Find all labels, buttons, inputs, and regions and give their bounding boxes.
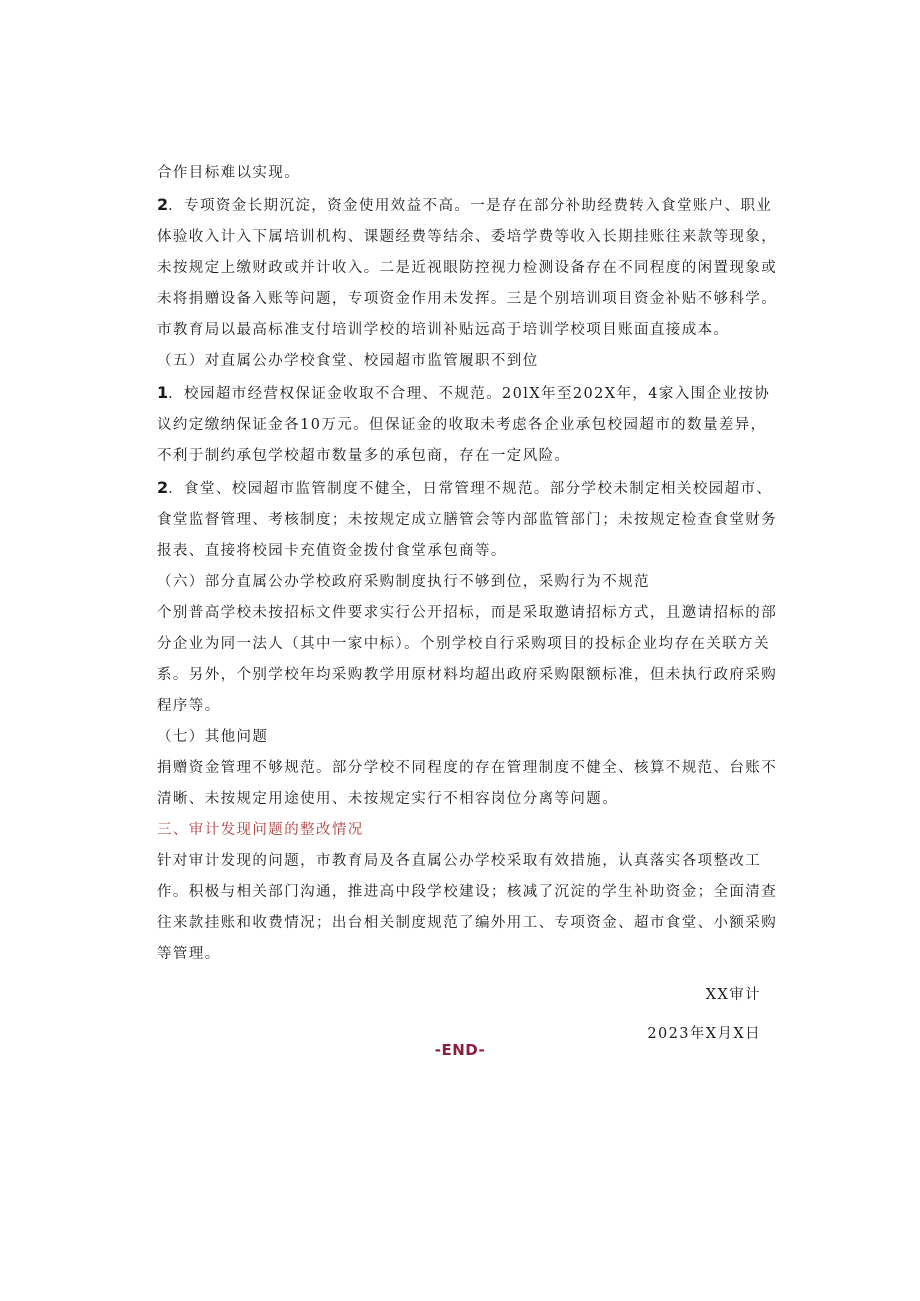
text-line — [157, 472, 773, 505]
text-line: 作。积极与相关部门沟通，推进高中段学校建设；核减了沉淀的学生补助资金；全面清查 — [157, 884, 778, 900]
section-heading: （五）对直属公办学校食堂、校园超市监管履职不到位 — [157, 353, 539, 369]
text-line: 合作目标难以实现。 — [157, 165, 301, 181]
text-line: 清晰、未按规定用途使用、未按规定实行不相容岗位分离等问题。 — [157, 791, 619, 807]
text-line — [157, 377, 771, 410]
text-line: 程序等。 — [157, 698, 221, 714]
signature-organization: XX审计 — [705, 987, 761, 1003]
document-body — [157, 158, 778, 1050]
section-heading: （六）部分直属公办学校政府采购制度执行不够到位，采购行为不规范 — [157, 574, 650, 590]
text-line: 分企业为同一法人（其中一家中标）。个别学校自行采购项目的投标企业均存在关联方关 — [157, 636, 770, 652]
end-mark: -END- — [434, 1041, 486, 1059]
text-line-content: ．校园超市经营权保证金收取不合理、不规范。20lX年至202X年，4家入围企业按协 — [168, 386, 771, 402]
text-line: 体验收入计入下属培训机构、课题经费等结余、委培学费等收入长期挂账往来款等现象， — [157, 229, 778, 245]
item-number: 1 — [157, 383, 169, 402]
text-line: 未按规定上缴财政或并计收入。二是近视眼防控视力检测设备存在不同程度的闲置现象或 — [157, 260, 778, 276]
text-line: 捐赠资金管理不够规范。部分学校不同程度的存在管理制度不健全、核算不规范、台账不 — [157, 760, 778, 776]
text-line-content: ．食堂、校园超市监管制度不健全，日常管理不规范。部分学校未制定相关校园超市、 — [168, 481, 773, 497]
text-line: 报表、直接将校园卡充值资金拨付食堂承包商等。 — [157, 543, 507, 559]
text-line-content: ．专项资金长期沉淀，资金使用效益不高。一是存在部分补助经费转入食堂账户、职业 — [168, 198, 773, 214]
text-line: 个别普高学校未按招标文件要求实行公开招标，而是采取邀请招标方式，且邀请招标的部 — [157, 605, 778, 621]
text-line: 系。另外，个别学校年均采购教学用原材料均超出政府采购限额标准，但未执行政府采购 — [157, 667, 778, 683]
section-heading: （七）其他问题 — [157, 729, 269, 745]
item-number: 2 — [157, 478, 169, 497]
text-line: 往来款挂账和收费情况；出台相关制度规范了编外用工、专项资金、超市食堂、小额采购 — [157, 915, 778, 931]
chapter-heading: 三、审计发现问题的整改情况 — [157, 822, 364, 838]
text-line — [157, 189, 773, 222]
text-line: 不利于制约承包学校超市数量多的承包商，存在一定风险。 — [157, 448, 571, 464]
text-line: 食堂监督管理、考核制度；未按规定成立膳管会等内部监管部门；未按规定检查食堂财务 — [157, 512, 778, 528]
text-line: 市教育局以最高标准支付培训学校的培训补贴远高于培训学校项目账面直接成本。 — [157, 322, 730, 338]
text-line: 针对审计发现的问题，市教育局及各直属公办学校采取有效措施，认真落实各项整改工 — [157, 853, 762, 869]
text-line: 等管理。 — [157, 946, 221, 962]
signature-date: 2023年X月X日 — [647, 1026, 761, 1042]
item-number: 2 — [157, 195, 169, 214]
text-line: 议约定缴纳保证金各10万元。但保证金的收取未考虑各企业承包校园超市的数量差异， — [157, 417, 767, 433]
text-line: 未将捐赠设备入账等问题，专项资金作用未发挥。三是个别培训项目资金补贴不够科学。 — [157, 291, 778, 307]
